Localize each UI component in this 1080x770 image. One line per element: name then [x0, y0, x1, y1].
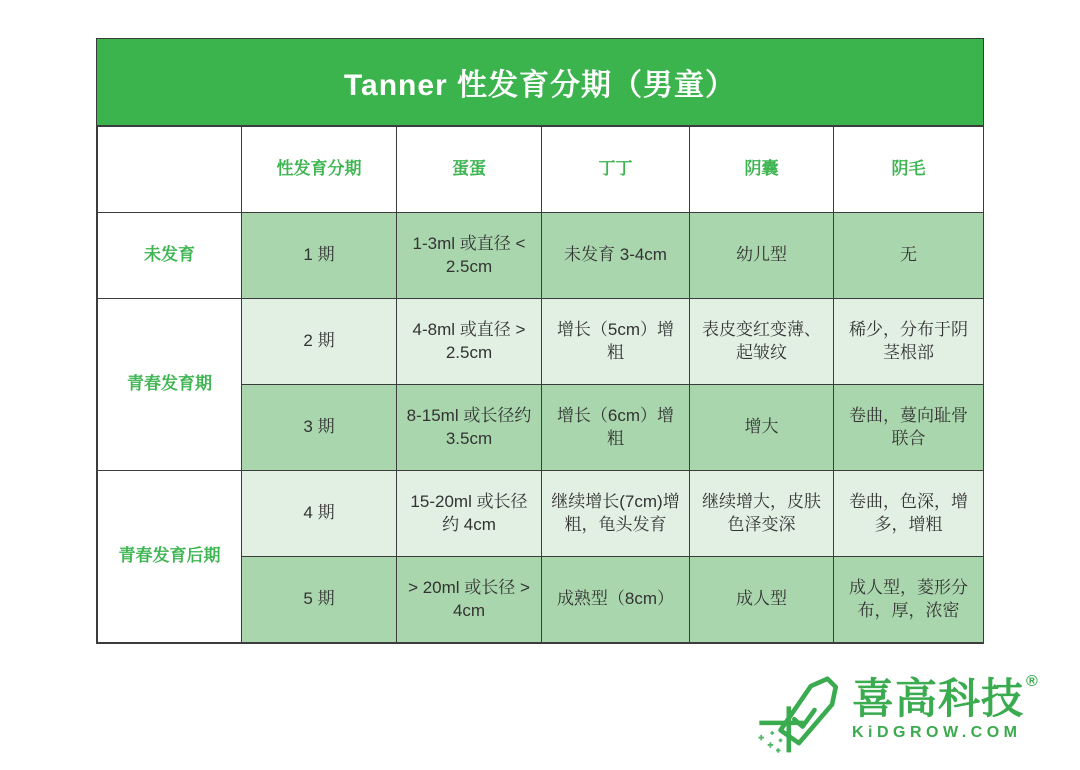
table-row-stage2	[98, 299, 984, 385]
column-header-scrotum: 阴囊	[690, 127, 834, 213]
cell-stage1-scrotum: 幼儿型	[690, 213, 834, 299]
cell-stage2-scrotum: 表皮变红变薄、起皱纹	[690, 299, 834, 385]
cell-stage1-penis: 未发育 3-4cm	[542, 213, 690, 299]
registered-mark: ®	[1026, 673, 1039, 690]
cell-stage5-testis: > 20ml 或长径 > 4cm	[397, 557, 542, 643]
cell-stage5-penis: 成熟型（8cm）	[542, 557, 690, 643]
cell-stage5-stage: 5 期	[242, 557, 397, 643]
cell-stage2-penis: 增长（5cm）增粗	[542, 299, 690, 385]
tanner-stage-table	[96, 38, 984, 644]
row-group-label-late-puberty: 青春发育后期	[98, 471, 242, 643]
header-row	[98, 127, 984, 213]
cell-stage4-penis: 继续增长(7cm)增粗，龟头发育	[542, 471, 690, 557]
table-row-stage4	[98, 471, 984, 557]
cell-stage1-pubic-hair: 无	[834, 213, 984, 299]
cell-stage4-stage: 4 期	[242, 471, 397, 557]
pencil-check-icon	[752, 662, 844, 758]
logo-text-block	[852, 673, 1039, 742]
brand-domain: KiDGROW.COM	[852, 724, 1022, 741]
cell-stage2-stage: 2 期	[242, 299, 397, 385]
column-header-stage: 性发育分期	[242, 127, 397, 213]
row-group-label-puberty: 青春发育期	[98, 299, 242, 471]
table-row-stage1	[98, 213, 984, 299]
cell-stage3-testis: 8-15ml 或长径约 3.5cm	[397, 385, 542, 471]
brand-name	[852, 673, 1039, 722]
cell-stage4-pubic-hair: 卷曲，色深，增多，增粗	[834, 471, 984, 557]
cell-stage5-pubic-hair: 成人型，菱形分布，厚，浓密	[834, 557, 984, 643]
column-header-pubic-hair: 阴毛	[834, 127, 984, 213]
cell-stage3-pubic-hair: 卷曲，蔓向耻骨联合	[834, 385, 984, 471]
cell-stage3-stage: 3 期	[242, 385, 397, 471]
tanner-table-grid	[97, 126, 984, 643]
cell-stage2-testis: 4-8ml 或直径 > 2.5cm	[397, 299, 542, 385]
cell-stage3-scrotum: 增大	[690, 385, 834, 471]
cell-stage2-pubic-hair: 稀少，分布于阴茎根部	[834, 299, 984, 385]
column-header-testis: 蛋蛋	[397, 127, 542, 213]
cell-stage4-scrotum: 继续增大，皮肤色泽变深	[690, 471, 834, 557]
cell-stage5-scrotum: 成人型	[690, 557, 834, 643]
row-group-label-prepuberty: 未发育	[98, 213, 242, 299]
brand-name-text: 喜高科技	[852, 675, 1025, 722]
cell-stage1-testis: 1-3ml 或直径 < 2.5cm	[397, 213, 542, 299]
column-header-empty	[98, 127, 242, 213]
column-header-penis: 丁丁	[542, 127, 690, 213]
cell-stage3-penis: 增长（6cm）增粗	[542, 385, 690, 471]
table-title: Tanner 性发育分期（男童）	[97, 39, 983, 126]
cell-stage1-stage: 1 期	[242, 213, 397, 299]
kidgrow-logo	[752, 662, 1037, 758]
cell-stage4-testis: 15-20ml 或长径约 4cm	[397, 471, 542, 557]
